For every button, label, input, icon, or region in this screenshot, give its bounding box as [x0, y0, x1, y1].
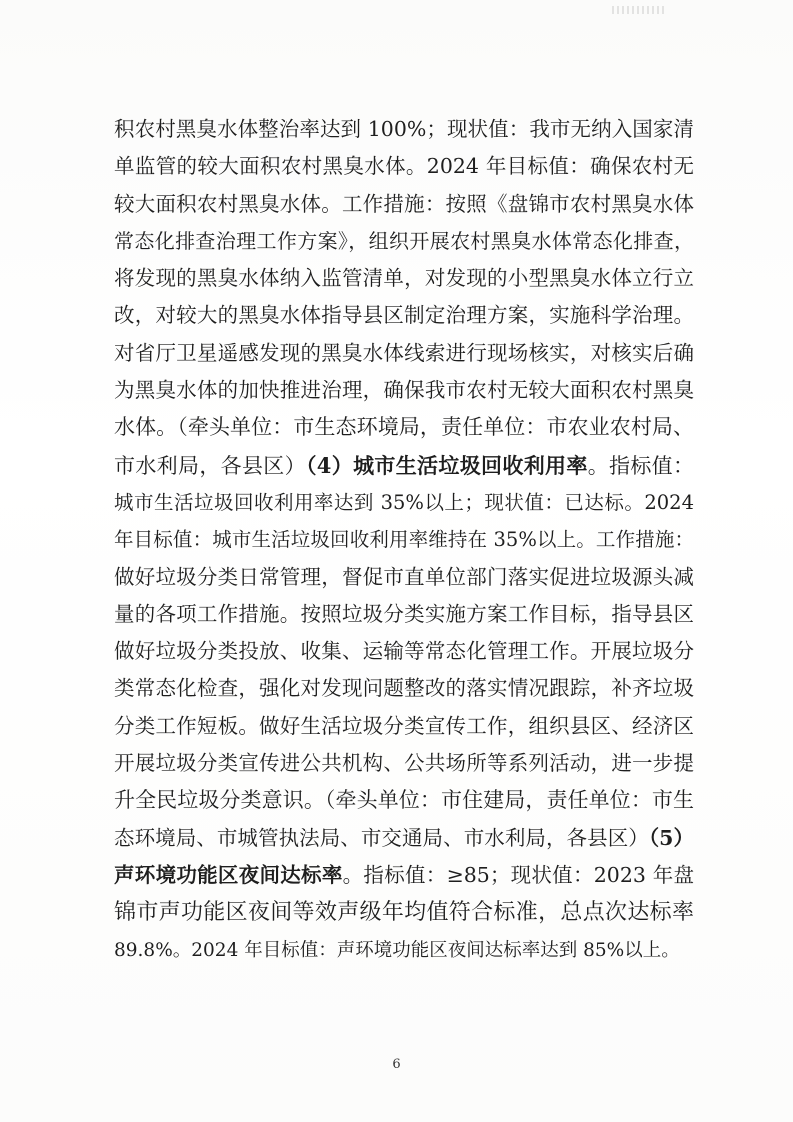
text-segment: 89.8%。2024 年目标值：声环境功能区夜间达标率达到 85%以上。: [114, 939, 680, 961]
text-segment: 做好垃圾分类日常管理，督促市直单位部门落实促进垃圾源头减: [114, 564, 694, 589]
text-segment: 做好垃圾分类投放、收集、运输等常态化管理工作。开展垃圾分: [114, 639, 694, 664]
text-line: [114, 932, 694, 969]
body-text: [114, 111, 694, 969]
text-segment: 市水利局，各县区）: [114, 453, 306, 478]
text-segment: 单监管的较大面积农村黑臭水体。2024 年目标值：确保农村无: [114, 154, 694, 179]
text-line: [114, 820, 694, 857]
text-segment: 将发现的黑臭水体纳入监管清单，对发现的小型黑臭水体立行立: [114, 266, 694, 291]
text-segment: 。指标值：≥85；现状值：2023 年盘: [342, 862, 695, 887]
page-number: 6: [392, 1057, 401, 1072]
text-line: [114, 335, 694, 372]
text-line: [114, 484, 694, 521]
text-segment: 对省厅卫星遥感发现的黑臭水体线索进行现场核实，对核实后确: [114, 340, 694, 365]
text-segment: 类常态化检查，强化对发现问题整改的落实情况跟踪，补齐垃圾: [114, 676, 694, 701]
text-line: [114, 521, 694, 558]
bold-heading-segment: （4）城市生活垃圾回收利用率: [305, 452, 588, 478]
text-line: [114, 297, 694, 334]
text-line: [114, 745, 694, 782]
text-segment: 为黑臭水体的加快推进治理，确保我市农村无较大面积农村黑臭: [114, 378, 694, 403]
text-line: [114, 372, 694, 409]
text-segment: 升全民垃圾分类意识。（牵头单位：市住建局，责任单位：市生: [114, 788, 694, 813]
text-line: [114, 409, 694, 446]
text-segment: 水体。（牵头单位：市生态环境局，责任单位：市农业农村局、: [114, 415, 694, 440]
text-line: [114, 111, 694, 148]
text-segment: 较大面积农村黑臭水体。工作措施：按照《盘锦市农村黑臭水体: [114, 191, 694, 216]
text-segment: 。指标值：: [587, 453, 695, 478]
text-line: [114, 559, 694, 596]
text-line: [114, 782, 694, 819]
text-segment: 量的各项工作措施。按照垃圾分类实施方案工作目标，指导县区: [114, 601, 694, 626]
text-segment: 积农村黑臭水体整治率达到 100%；现状值：我市无纳入国家清: [114, 117, 694, 141]
text-segment: 年目标值：城市生活垃圾回收利用率维持在 35%以上。工作措施：: [114, 528, 694, 552]
text-segment: 城市生活垃圾回收利用率达到 35%以上；现状值：已达标。2024: [114, 490, 694, 514]
text-segment: 锦市声功能区夜间等效声级年均值符合标准，总点次达标率: [114, 900, 694, 926]
bold-heading-segment: 声环境功能区夜间达标率: [114, 862, 343, 887]
text-line: [114, 857, 694, 894]
text-segment: 态环境局、市城管执法局、市交通局、市水利局，各县区）: [114, 825, 649, 850]
text-line: [114, 596, 694, 633]
bold-heading-segment: （5）: [648, 825, 694, 850]
text-line: [114, 894, 694, 931]
text-segment: 常态化排查治理工作方案》，组织开展农村黑臭水体常态化排查，: [114, 228, 694, 253]
text-line: [114, 223, 694, 260]
text-line: [114, 708, 694, 745]
text-segment: 开展垃圾分类宣传进公共机构、公共场所等系列活动，进一步提: [114, 751, 694, 776]
text-line: [114, 186, 694, 223]
text-segment: 改，对较大的黑臭水体指导县区制定治理方案，实施科学治理。: [114, 303, 694, 328]
text-line: [114, 260, 694, 297]
text-line: [114, 447, 694, 484]
text-line: [114, 633, 694, 670]
text-line: [114, 670, 694, 707]
scan-artifact-mark: [612, 6, 664, 14]
text-line: [114, 148, 694, 185]
text-segment: 分类工作短板。做好生活垃圾分类宣传工作，组织县区、经济区: [114, 713, 694, 738]
